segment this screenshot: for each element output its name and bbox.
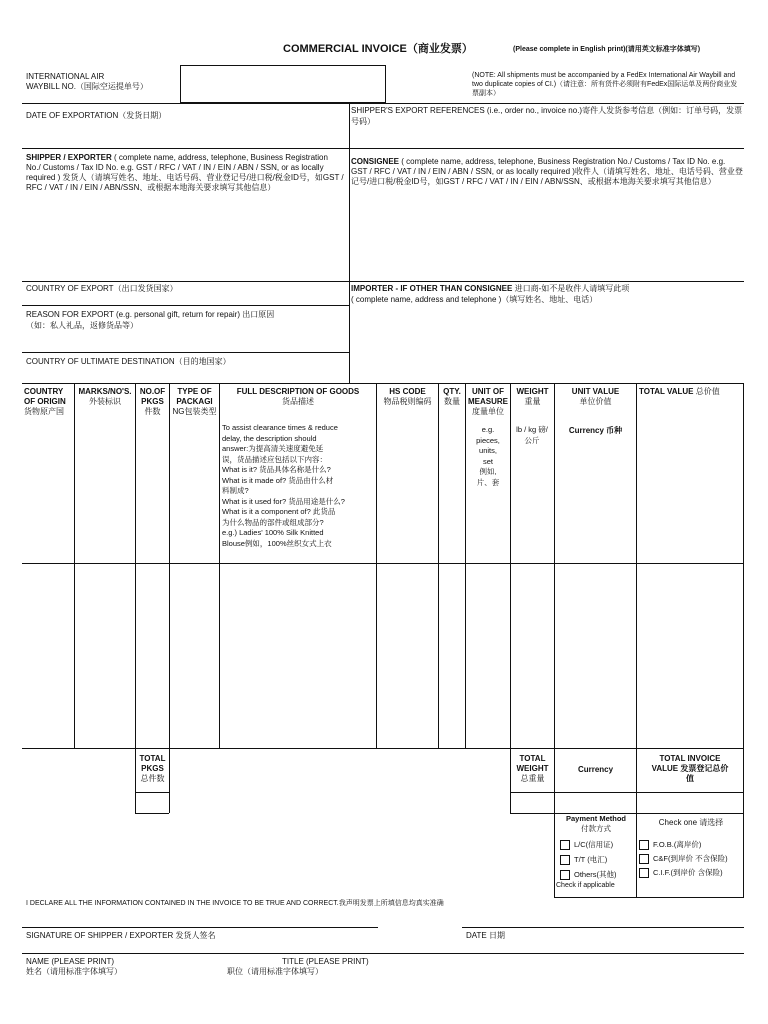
shipment-note: (NOTE: All shipments must be accompanied by a FedEx International Air Waybill and two duplicate copies of CI.)（请注意：所有货件必须附有FedEx国际运单及两份商业发票副本） — [472, 72, 738, 97]
hint-line: What is it used for? 货品用途是什么? — [222, 496, 345, 506]
weight-hint: lb / kg 磅/公斤 — [516, 425, 548, 445]
uom-hint-line: units, — [479, 446, 497, 455]
shipper-exporter-block[interactable] — [26, 153, 344, 193]
checkbox-icon[interactable] — [560, 870, 570, 880]
col-header-unit-value — [555, 387, 636, 407]
total-weight-line1: TOTAL — [519, 754, 546, 763]
payment-method-title-cn: 付款方式 — [581, 824, 611, 833]
title-label — [227, 957, 369, 977]
unit-value-hint: Currency 币种 — [568, 426, 623, 435]
col-header-country-of-origin — [24, 387, 74, 417]
importer-instructions-cn: 进口商-如不是收件人请填写此项 — [514, 284, 630, 293]
hint-line: 为什么物品的部件或组成部分? — [222, 517, 324, 527]
consignee-label: CONSIGNEE — [351, 157, 400, 166]
importer-block[interactable] — [351, 283, 743, 305]
col-header-qty — [439, 387, 465, 407]
col-header-total-value — [639, 387, 743, 397]
checkbox-icon[interactable] — [639, 868, 649, 878]
hint-line: Blouse例如，100%丝织女式上衣 — [222, 538, 332, 548]
total-pkgs-cn: 总件数 — [140, 774, 165, 783]
total-weight-cn: 总重量 — [520, 774, 545, 783]
waybill-label-line2: WAYBILL NO.（国际空运提单号） — [26, 82, 148, 91]
col-unit-of-measure-cn: 度量单位 — [472, 407, 504, 416]
date-of-exportation-label: DATE OF EXPORTATION（发货日期） — [26, 111, 167, 120]
goods-row-area[interactable] — [23, 564, 743, 748]
total-weight-label — [511, 754, 554, 784]
country-of-destination-label: COUNTRY OF ULTIMATE DESTINATION（目的地国家） — [26, 357, 231, 366]
total-pkgs-line2: PKGS — [141, 764, 164, 773]
title-field[interactable] — [260, 940, 460, 953]
col-header-marks — [75, 387, 135, 407]
check-one-label: Check one 请选择 — [658, 818, 724, 827]
title-label-cn: 职位（请用标准字体填写） — [227, 967, 323, 976]
checkbox-icon[interactable] — [639, 840, 649, 850]
payment-option-lc[interactable] — [556, 840, 636, 850]
consignee-block[interactable] — [351, 157, 743, 187]
term-option-fob[interactable] — [639, 840, 743, 850]
reason-for-export-line1: REASON FOR EXPORT (e.g. personal gift, return for repair) 出口原因 — [26, 310, 275, 319]
check-if-applicable-note: Check if applicable — [556, 882, 615, 890]
col-header-type-of-packaging — [170, 387, 219, 417]
waybill-label-line1: INTERNATIONAL AIR — [26, 72, 105, 81]
hint-line: To assist clearance times & reduce — [222, 423, 338, 432]
waybill-number-field[interactable] — [180, 65, 386, 103]
importer-instructions: ( complete name, address and telephone )（填写姓名、地址、电话） — [351, 295, 598, 304]
reason-for-export-label — [26, 309, 274, 331]
total-weight-line2: WEIGHT — [516, 764, 549, 773]
col-description-cn: 货品描述 — [282, 397, 314, 406]
col-weight-en: WEIGHT — [516, 387, 549, 396]
term-option-label: C.I.F.(到岸价 含保险) — [653, 868, 723, 878]
col-total-value-en: TOTAL VALUE — [639, 387, 694, 396]
col-type-of-packaging-cn: NG包装类型 — [172, 407, 217, 416]
col-unit-value-en: UNIT VALUE — [571, 387, 620, 396]
col-marks-en: MARKS/NO'S. — [78, 387, 132, 396]
term-option-label: C&F(到岸价 不含保险) — [653, 854, 728, 864]
waybill-label — [26, 72, 148, 92]
signature-label: SIGNATURE OF SHIPPER / EXPORTER 发货人签名 — [26, 931, 216, 940]
uom-hint-line: pieces, — [476, 435, 500, 445]
payment-method-title: Payment Method — [565, 814, 626, 823]
uom-hint — [466, 425, 510, 488]
total-invoice-line3: 值 — [686, 774, 694, 783]
col-weight-cn: 重量 — [524, 397, 541, 406]
col-header-weight — [511, 387, 554, 407]
shipper-exporter-instructions: ( complete name, address, telephone, Business Registration No./ Customs / Tax ID No. e.g. GST / RFC / VAT / IN / EIN / ABN / SSN, or as locally required ) 发货人（请填写姓名、地址、电话号码、营业登记号/进口税/税金ID号，如GST / RFC / VAT / IN / EIN / ABN/SSN、或根据本地海关要求填写其他信息） — [26, 153, 344, 192]
col-description-en: FULL DESCRIPTION OF GOODS — [236, 387, 360, 396]
hint-line: What is it made of? 货品由什么材 — [222, 475, 334, 485]
col-qty-cn: 数量 — [444, 397, 460, 406]
col-hs-code-cn: 物品税则编码 — [383, 397, 432, 406]
name-label — [26, 957, 122, 977]
trade-terms-block — [639, 818, 743, 878]
col-header-unit-of-measure — [466, 387, 510, 417]
total-currency-label: Currency — [577, 765, 614, 774]
payment-option-tt[interactable] — [556, 855, 636, 865]
total-invoice-line2: VALUE 发票登记总价 — [651, 764, 729, 773]
term-option-cif[interactable] — [639, 868, 743, 878]
payment-method-block — [556, 814, 636, 891]
shipper-exporter-label: SHIPPER / EXPORTER — [26, 153, 112, 162]
col-no-of-pkgs-cn: 件数 — [144, 407, 161, 416]
name-label-en: NAME (PLEASE PRINT) — [26, 957, 115, 966]
payment-option-label: L/C(信用证) — [574, 840, 614, 849]
checkbox-icon[interactable] — [639, 854, 649, 864]
date-field[interactable] — [462, 905, 744, 927]
date-label: DATE 日期 — [466, 931, 505, 940]
col-hs-code-en: HS CODE — [389, 387, 426, 396]
col-header-hs-code — [377, 387, 438, 407]
reason-for-export-line2: （如：私人礼品，返修货品等） — [26, 321, 138, 330]
invoice-title: COMMERCIAL INVOICE（商业发票） — [283, 43, 473, 55]
country-of-export-label: COUNTRY OF EXPORT（出口发货国家） — [26, 284, 178, 293]
hint-line: What is it? 货品具体名称是什么? — [222, 465, 331, 474]
col-no-of-pkgs-en: NO.OF PKGS — [139, 387, 166, 406]
name-label-cn: 姓名（请用标准字体填写） — [26, 967, 122, 976]
col-unit-of-measure-en: UNIT OF MEASURE — [467, 387, 508, 406]
term-option-label: F.O.B.(离岸价) — [653, 840, 702, 849]
consignee-instructions: ( complete name, address, telephone, Business Registration No./ Customs / Tax ID No. e.g. GST / RFC / VAT / IN / EIN / ABN / SSN, or as locally required )收件人（请填写姓名、地址、电话号码、营业登记号/进口税/税金ID号，如GST / RFC / VAT / IN / EIN / ABN/SSN、或根据本地海关要求填写其他信息） — [351, 157, 743, 186]
signature-field[interactable] — [22, 905, 378, 927]
hint-line: What is it a component of? 此货品 — [222, 507, 336, 516]
col-header-no-of-pkgs — [136, 387, 169, 417]
col-country-of-origin-en: COUNTRY OF ORIGIN — [24, 387, 66, 406]
uom-hint-line: 片、套 — [476, 477, 500, 487]
page-title — [283, 40, 473, 56]
col-qty-en: QTY. — [443, 387, 461, 396]
payment-option-label: Others(其他) — [574, 870, 617, 880]
hint-line: 料制成? — [222, 486, 249, 495]
col-type-of-packaging-en: TYPE OF PACKAGI — [176, 387, 213, 406]
total-pkgs-line1: TOTAL — [139, 754, 166, 763]
payment-option-others[interactable] — [556, 870, 636, 880]
total-invoice-line1: TOTAL INVOICE — [659, 754, 721, 763]
payment-option-label: T/T (电汇) — [574, 855, 608, 865]
page-subtitle: (Please complete in English print)(请用英文标准字体填写) — [513, 46, 701, 53]
declaration-text: I DECLARE ALL THE INFORMATION CONTAINED IN THE INVOICE TO BE TRUE AND CORRECT.我声明发票上所填信息均真实准确 — [26, 900, 444, 907]
col-country-of-origin-cn: 货物原产国 — [24, 407, 64, 416]
title-label-en: TITLE (PLEASE PRINT) — [282, 957, 369, 966]
col-unit-value-cn: 单位价值 — [579, 397, 612, 406]
description-hint — [222, 423, 376, 549]
name-field[interactable] — [22, 940, 252, 953]
hint-line: 误，货品描述应包括以下内容： — [222, 454, 327, 464]
uom-hint-line: set — [482, 456, 493, 466]
uom-hint-line: 例如, — [479, 467, 497, 476]
term-option-cf[interactable] — [639, 854, 743, 864]
hint-line: answer:为提高清关速度避免延 — [222, 444, 324, 453]
importer-label: IMPORTER - IF OTHER THAN CONSIGNEE — [351, 284, 513, 293]
checkbox-icon[interactable] — [560, 855, 570, 865]
col-header-description — [220, 387, 376, 407]
shipper-export-references-label: SHIPPER'S EXPORT REFERENCES (i.e., order no., invoice no.)寄件人发货参考信息（例如：订单号码，发票号码） — [351, 106, 743, 126]
hint-line: delay, the description should — [222, 433, 317, 443]
uom-hint-line: e.g. — [481, 425, 495, 434]
col-total-value-cn: 总价值 — [695, 387, 720, 396]
col-marks-cn: 外装标识 — [89, 397, 121, 406]
hint-line: e.g.) Ladies' 100% Silk Knitted — [222, 528, 324, 537]
total-pkgs-label — [136, 754, 169, 784]
checkbox-icon[interactable] — [560, 840, 570, 850]
total-invoice-value-label — [637, 754, 743, 784]
